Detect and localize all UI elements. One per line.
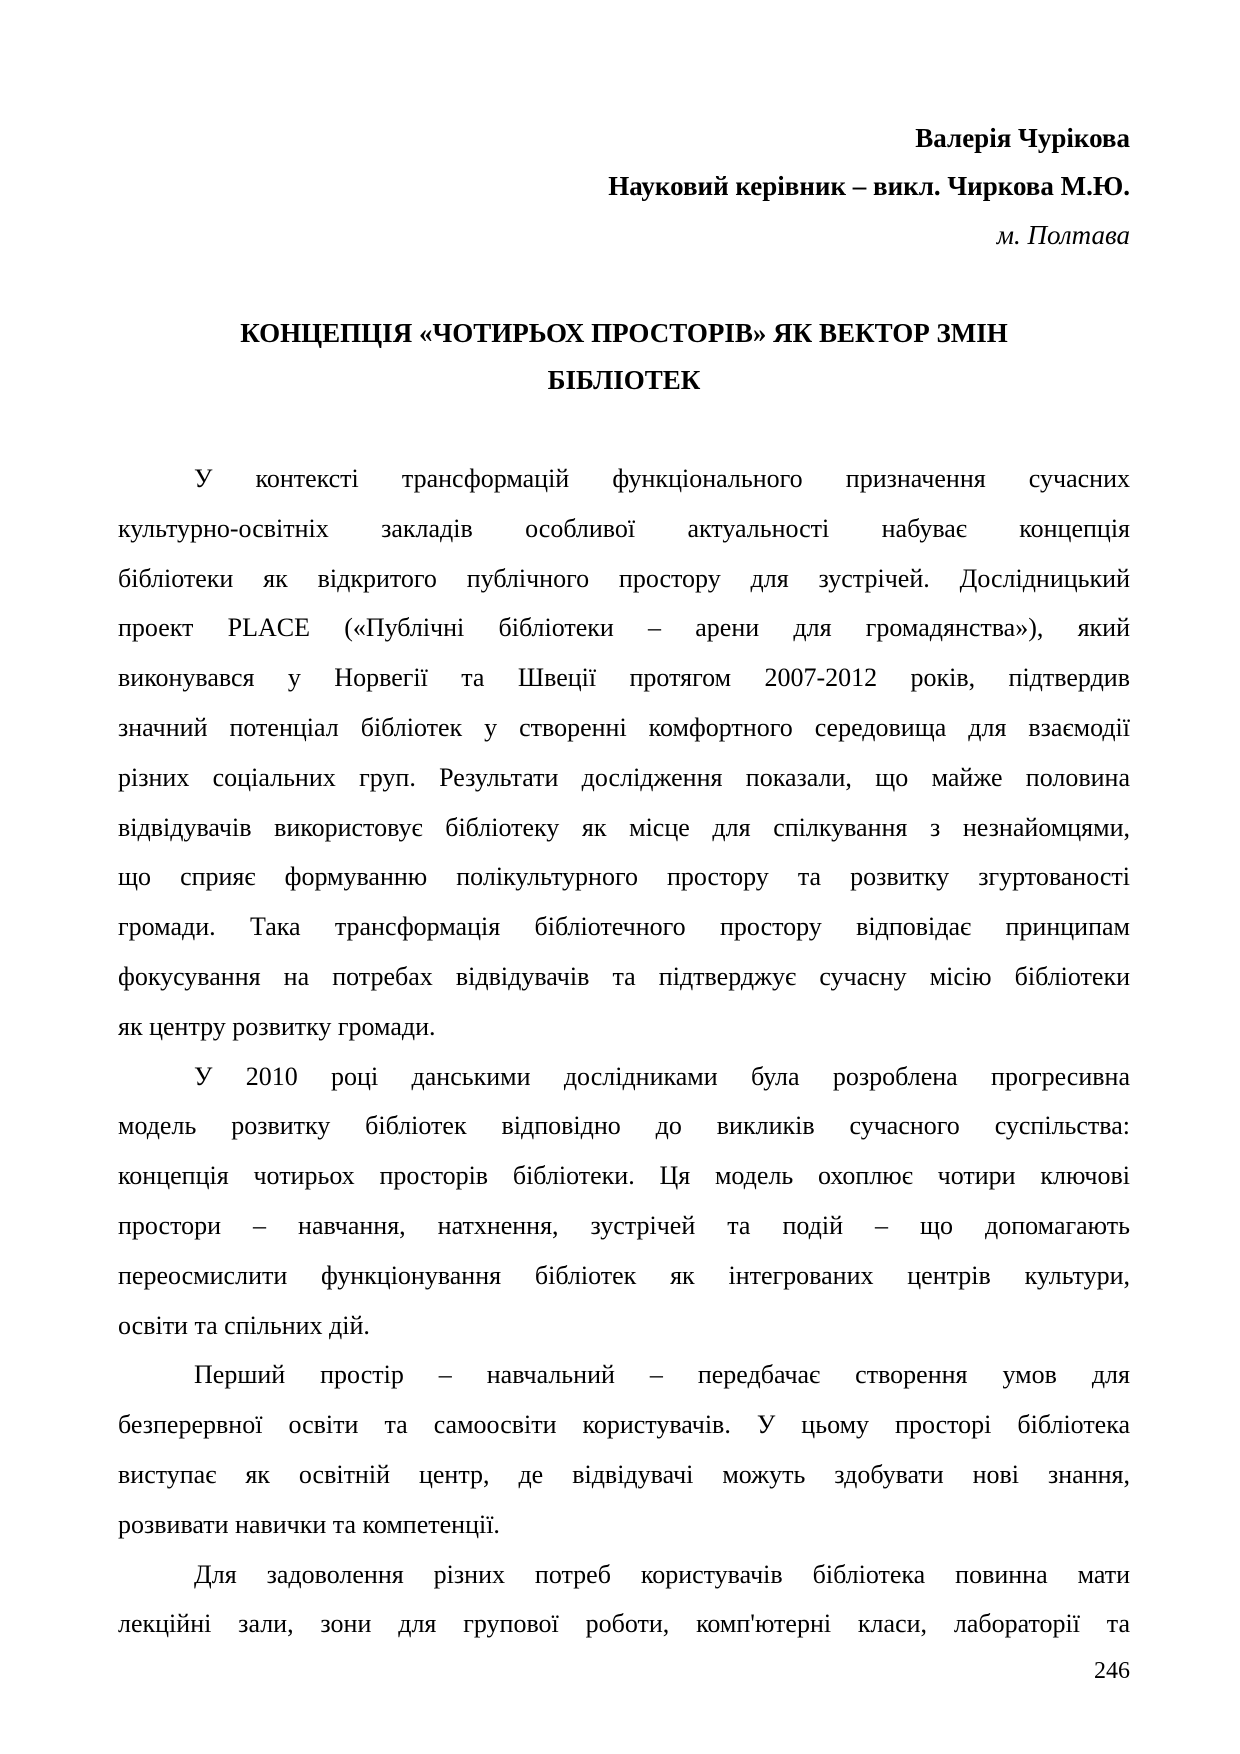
article-body	[118, 454, 1130, 1649]
text-line: бібліотеки як відкритого публічного простору для зустрічей. Дослідницький	[118, 563, 1130, 593]
text-line: проект PLACE («Публічні бібліотеки – арени для громадянства»), який	[118, 613, 1130, 643]
text-line: У контексті трансформацій функціонального призначення сучасних	[194, 464, 1130, 493]
author-name: Валерія Чурікова	[915, 123, 1130, 153]
text-line: виступає як освітній центр, де відвідувачі можуть здобувати нові знання,	[118, 1459, 1130, 1489]
title-line-2: БІБЛІОТЕК	[547, 365, 701, 395]
page-number: 246	[1094, 1658, 1130, 1684]
text-line: переосмислити функціонування бібліотек як інтегрованих центрів культури,	[118, 1260, 1130, 1290]
text-line: значний потенціал бібліотек у створенні комфортного середовища для взаємодії	[118, 712, 1130, 742]
article-title	[118, 310, 1130, 404]
title-line-1: КОНЦЕПЦІЯ «ЧОТИРЬОХ ПРОСТОРІВ» ЯК ВЕКТОР ЗМІН	[240, 318, 1008, 348]
text-line: що сприяє формуванню полікультурного простору та розвитку згуртованості	[118, 862, 1130, 892]
text-line: Для задоволення різних потреб користувачів бібліотека повинна мати	[194, 1559, 1130, 1589]
text-line: відвідувачів використовує бібліотеку як місце для спілкування з незнайомцями,	[118, 812, 1130, 842]
text-line: громади. Така трансформація бібліотечного простору відповідає принципам	[118, 912, 1130, 942]
text-line: Перший простір – навчальний – передбачає створення умов для	[194, 1360, 1130, 1390]
paragraph	[118, 1052, 1130, 1351]
text-line: концепція чотирьох просторів бібліотеки. Ця модель охоплює чотири ключові	[118, 1161, 1130, 1191]
paragraph	[118, 454, 1130, 1052]
text-line: фокусування на потребах відвідувачів та підтверджує сучасну місію бібліотеки	[118, 961, 1130, 991]
text-line: освіти та спільних дій.	[118, 1310, 370, 1340]
text-line: різних соціальних груп. Результати дослідження показали, що майже половина	[118, 762, 1130, 792]
paragraph	[118, 1350, 1130, 1549]
text-line: модель розвитку бібліотек відповідно до викликів сучасного суспільства:	[118, 1111, 1130, 1141]
text-line: як центру розвитку громади.	[118, 1011, 436, 1041]
text-line: простори – навчання, натхнення, зустрічей та подій – що допомагають	[118, 1210, 1130, 1240]
text-line: розвивати навички та компетенції.	[118, 1509, 500, 1539]
text-line: У 2010 році данськими дослідниками була розроблена прогресивна	[194, 1061, 1130, 1091]
paragraph	[118, 1550, 1130, 1650]
text-line: лекційні зали, зони для групової роботи, комп'ютерні класи, лабораторії та	[118, 1609, 1130, 1639]
text-line: безперервної освіти та самоосвіти користувачів. У цьому просторі бібліотека	[118, 1410, 1130, 1440]
supervisor: Науковий керівник – викл. Чиркова М.Ю.	[608, 171, 1130, 201]
text-line: культурно-освітніх закладів особливої актуальності набуває концепція	[118, 513, 1130, 543]
text-line: виконувався у Норвегії та Швеції протягом 2007-2012 років, підтвердив	[118, 663, 1130, 693]
city: м. Полтава	[996, 220, 1130, 250]
